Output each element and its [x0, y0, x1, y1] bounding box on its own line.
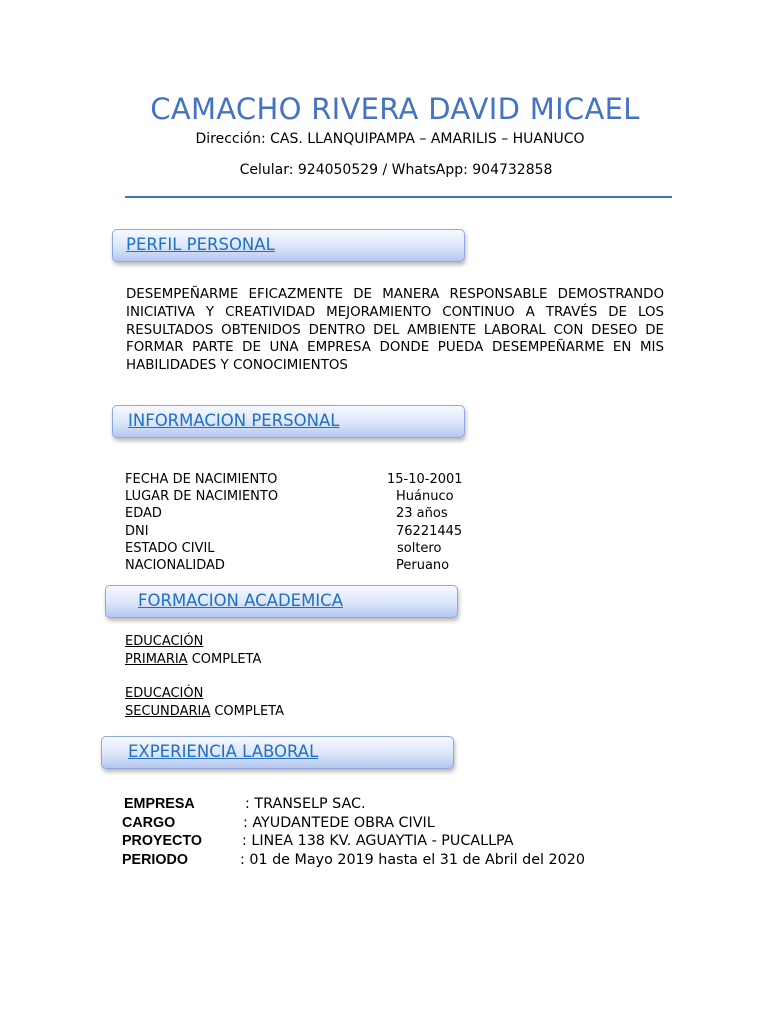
- info-label-civil-status: ESTADO CIVIL: [125, 541, 215, 556]
- applicant-name: CAMACHO RIVERA DAVID MICAEL: [150, 92, 640, 126]
- info-value-birthdate: 15-10-2001: [387, 472, 463, 487]
- education-item-secondary: [125, 685, 284, 721]
- info-value-birthplace: Huánuco: [396, 489, 454, 504]
- experience-value-position: : AYUDANTEDE OBRA CIVIL: [243, 815, 435, 831]
- experience-label-position: CARGO: [122, 815, 176, 831]
- info-label-dni: DNI: [125, 524, 149, 539]
- info-label-nationality: NACIONALIDAD: [125, 558, 225, 573]
- education-heading: EDUCACIÓN: [125, 634, 204, 649]
- education-status: COMPLETA: [210, 704, 284, 719]
- section-header-personal-info: [112, 405, 465, 438]
- info-label-age: EDAD: [125, 506, 162, 521]
- section-title-education[interactable]: FORMACION ACADEMICA: [138, 591, 343, 610]
- info-label-birthdate: FECHA DE NACIMIENTO: [125, 472, 278, 487]
- experience-label-company: EMPRESA: [124, 796, 195, 812]
- info-value-civil-status: soltero: [397, 541, 442, 556]
- profile-paragraph: DESEMPEÑARME EFICAZMENTE DE MANERA RESPONSABLE DEMOSTRANDO INICIATIVA Y CREATIVIDAD MEJORAMIENTO CONTINUO A TRAVÉS DE LOS RESULTADOS OBTENIDOS DENTRO DEL AMBIENTE LABORAL CON DESEO DE FORMAR PARTE DE UNA EMPRESA DONDE PUEDA DESEMPEÑARME EN MIS HABILIDADES Y CONOCIMIENTOS: [126, 287, 664, 374]
- education-status: COMPLETA: [187, 652, 262, 667]
- header-divider: [125, 196, 672, 198]
- info-label-birthplace: LUGAR DE NACIMIENTO: [125, 489, 279, 504]
- info-value-dni: 76221445: [396, 524, 463, 539]
- section-header-experience: [101, 736, 454, 769]
- education-level: SECUNDARIA: [125, 704, 211, 719]
- section-title-profile[interactable]: PERFIL PERSONAL: [126, 235, 275, 254]
- experience-label-project: PROYECTO: [122, 833, 202, 849]
- address-line: Dirección: CAS. LLANQUIPAMPA – AMARILIS – HUANUCO: [195, 131, 585, 147]
- education-level: PRIMARIA: [125, 652, 188, 667]
- section-title-personal-info[interactable]: INFORMACION PERSONAL: [128, 411, 340, 430]
- section-header-profile: [112, 229, 465, 262]
- education-heading: EDUCACIÓN: [125, 686, 204, 701]
- experience-value-period: : 01 de Mayo 2019 hasta el 31 de Abril del 2020: [240, 852, 585, 868]
- education-item-primary: [125, 633, 261, 669]
- info-value-nationality: Peruano: [396, 558, 450, 573]
- phone-line: Celular: 924050529 / WhatsApp: 904732858: [239, 162, 553, 178]
- info-value-age: 23 años: [396, 506, 448, 521]
- section-header-education: [105, 585, 458, 618]
- experience-label-period: PERIODO: [122, 852, 188, 868]
- experience-value-company: : TRANSELP SAC.: [245, 796, 366, 812]
- section-title-experience[interactable]: EXPERIENCIA LABORAL: [128, 742, 319, 761]
- experience-value-project: : LINEA 138 KV. AGUAYTIA - PUCALLPA: [242, 833, 514, 849]
